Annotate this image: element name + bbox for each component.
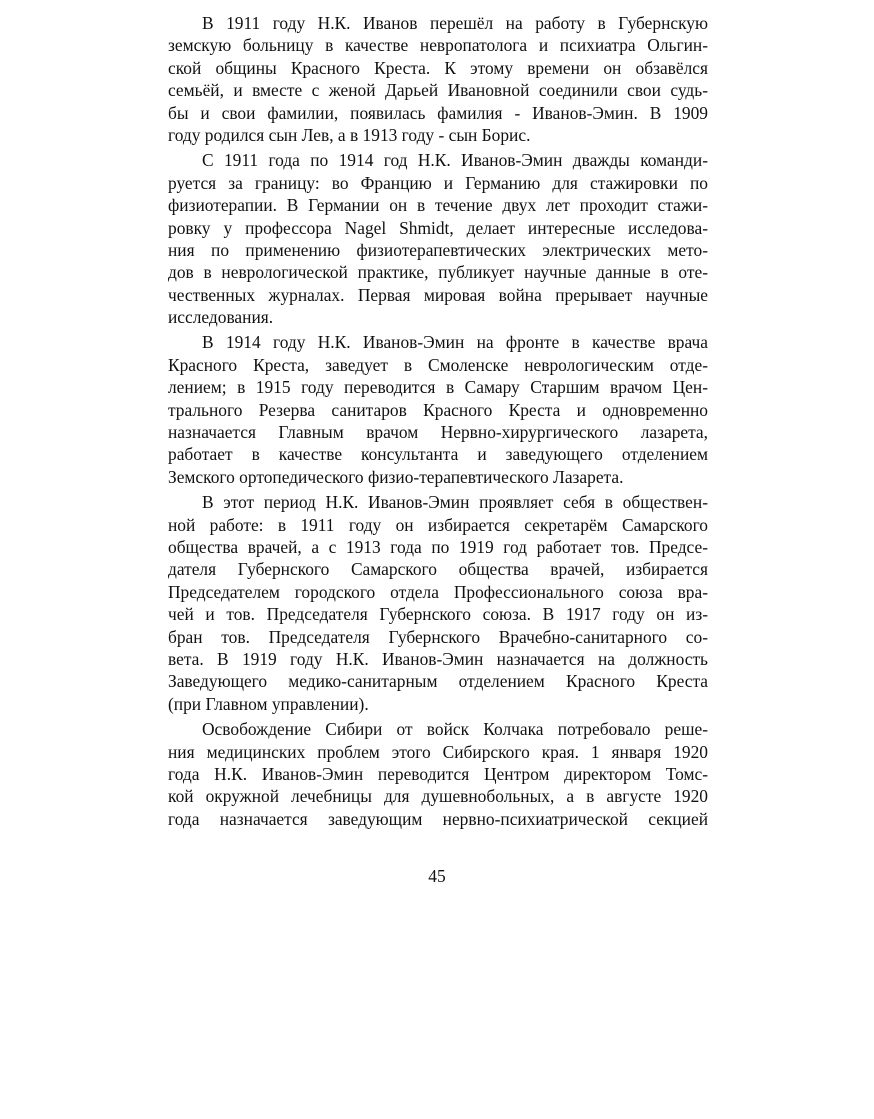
text-line: бран тов. Председателя Губернского Врачебно-санитарного со- <box>168 626 708 647</box>
text-line: земскую больницу в качестве невропатолога и психиатра Ольгин- <box>168 35 708 56</box>
paragraph-1 <box>168 12 708 146</box>
text-line: семьёй, и вместе с женой Дарьей Ивановной соединили свои судь- <box>168 80 708 101</box>
text-line: ния медицинских проблем этого Сибирского края. 1 января 1920 <box>168 741 708 762</box>
text-line: года назначается заведующим нервно-психиатрической секцией <box>168 808 708 829</box>
text-line: физиотерапии. В Германии он в течение двух лет проходит стажи- <box>168 195 708 216</box>
text-line: назначается Главным врачом Нервно-хирургического лазарета, <box>168 422 708 443</box>
text-line: лением; в 1915 году переводится в Самару Старшим врачом Цен- <box>168 377 708 398</box>
text-line: трального Резерва санитаров Красного Креста и одновременно <box>168 399 708 420</box>
text-line: дателя Губернского Самарского общества врачей, избирается <box>168 559 708 580</box>
text-line: ской общины Красного Креста. К этому времени он обзавёлся <box>168 57 708 78</box>
text-line: чей и тов. Председателя Губернского союза. В 1917 году он из- <box>168 604 708 625</box>
paragraph-4 <box>168 491 708 715</box>
text-line: Заведующего медико-санитарным отделением Красного Креста <box>168 671 708 692</box>
text-line: исследования. <box>168 307 274 328</box>
text-line: бы и свои фамилии, появилась фамилия - Иванов-Эмин. В 1909 <box>168 102 708 123</box>
page-text <box>168 12 708 830</box>
text-line: работает в качестве консультанта и заведующего отделением <box>168 444 708 465</box>
text-line: году родился сын Лев, а в 1913 году - сын Борис. <box>168 124 531 145</box>
text-line: Земского ортопедического физио-терапевтического Лазарета. <box>168 466 624 487</box>
text-fragment: В этот период Н.К. Иванов-Эмин проявляет себя в обществен- <box>202 492 708 513</box>
text-line: руется за границу: во Францию и Германию для стажировки по <box>168 172 708 193</box>
text-line: Освобождение Сибири от войск Колчака потребовало реше- <box>202 719 708 740</box>
text-line: ровку у профессора Nagel Shmidt, делает интересные исследова- <box>168 217 708 238</box>
paragraph-5 <box>168 718 708 830</box>
text-line: общества врачей, а с 1913 года по 1919 год работает тов. Предсе- <box>168 536 708 557</box>
text-line: ния по применению физиотерапевтических электрических мето- <box>168 239 708 260</box>
text-line: Красного Креста, заведует в Смоленске неврологическим отде- <box>168 354 708 375</box>
text-line: чественных журналах. Первая мировая война прерывает научные <box>168 284 708 305</box>
text-line: (при Главном управлении). <box>168 693 369 714</box>
page-number: 45 <box>428 866 446 886</box>
text-line: В 1911 году Н.К. Иванов перешёл на работу в Губернскую <box>202 13 708 33</box>
paragraph-2 <box>168 149 708 328</box>
text-line: В 1914 году Н.К. Иванов-Эмин на фронте в качестве врача <box>202 332 708 353</box>
text-line: дов в неврологической практике, публикует научные данные в оте- <box>168 262 708 283</box>
text-line: кой окружной лечебницы для душевнобольных, а в августе 1920 <box>168 786 708 807</box>
text-line: вета. В 1919 году Н.К. Иванов-Эмин назначается на должность <box>168 648 708 669</box>
text-line: ной работе: в 1911 году он избирается секретарём Самарского <box>168 514 708 535</box>
text-line: С 1911 года по 1914 год Н.К. Иванов-Эмин дважды команди- <box>202 150 708 171</box>
text-line <box>168 491 708 513</box>
text-line: Председателем городского отдела Профессионального союза вра- <box>168 581 708 602</box>
text-line: года Н.К. Иванов-Эмин переводится Центром директором Томс- <box>168 763 708 784</box>
paragraph-3 <box>168 331 708 488</box>
